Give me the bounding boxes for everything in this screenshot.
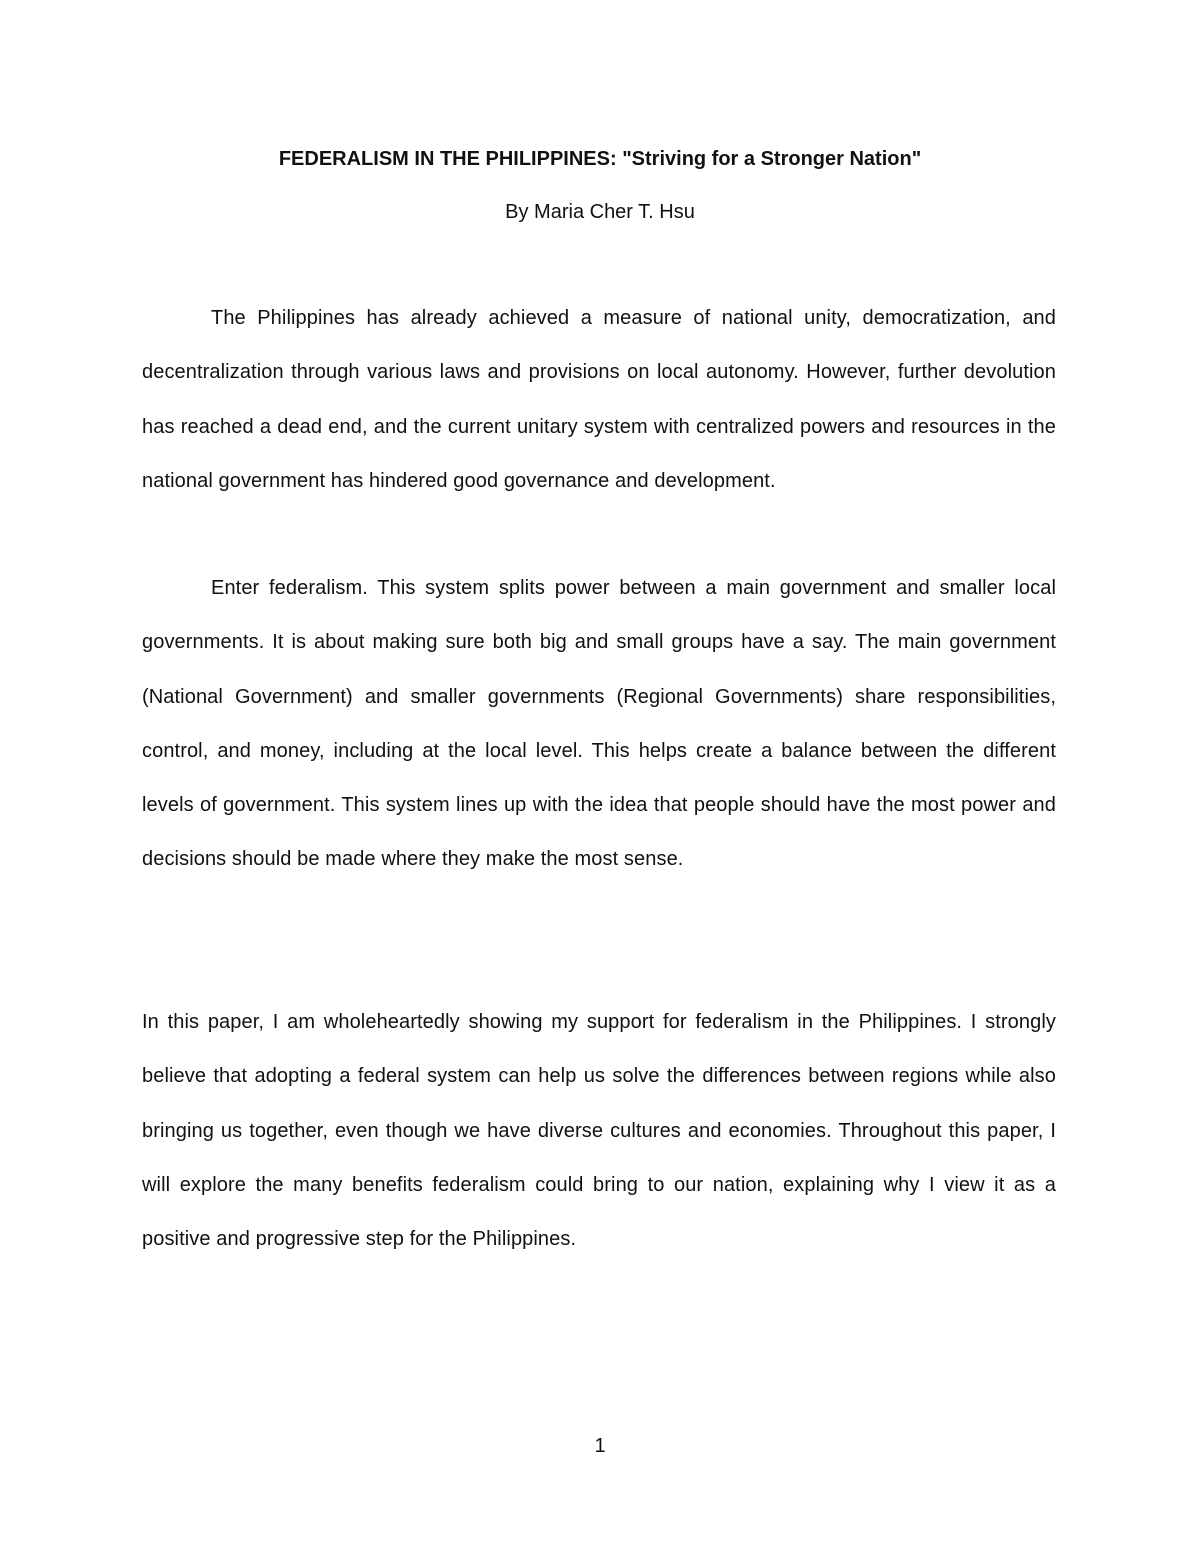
body-paragraph-3: In this paper, I am wholeheartedly showing my support for federalism in the Philippines. I strongly believe that adopting a federal system can help us solve the differences between regions while also bringing us together, even though we have diverse cultures and economies. Throughout this paper, I will explore the many benefits federalism could bring to our nation, explaining why I view it as a positive and progressive step for the Philippines. xyxy=(142,1011,1056,1251)
body-paragraph-1: The Philippines has already achieved a measure of national unity, democratization, and decentralization through various laws and provisions on local autonomy. However, further devolution has reached a dead end, and the current unitary system with centralized powers and resources in the national government has hindered good governance and development. xyxy=(142,307,1056,492)
document-author: By Maria Cher T. Hsu xyxy=(505,201,695,223)
document-title: FEDERALISM IN THE PHILIPPINES: "Striving for a Stronger Nation" xyxy=(278,148,922,170)
page-number: 1 xyxy=(594,1435,606,1457)
body-paragraph-2: Enter federalism. This system splits power between a main government and smaller local governments. It is about making sure both big and small groups have a say. The main government (National Government) and smaller governments (Regional Governments) share responsibilities, control, and money, including at the local level. This helps create a balance between the different levels of government. This system lines up with the idea that people should have the most power and decisions should be made where they make the most sense. xyxy=(142,577,1056,871)
